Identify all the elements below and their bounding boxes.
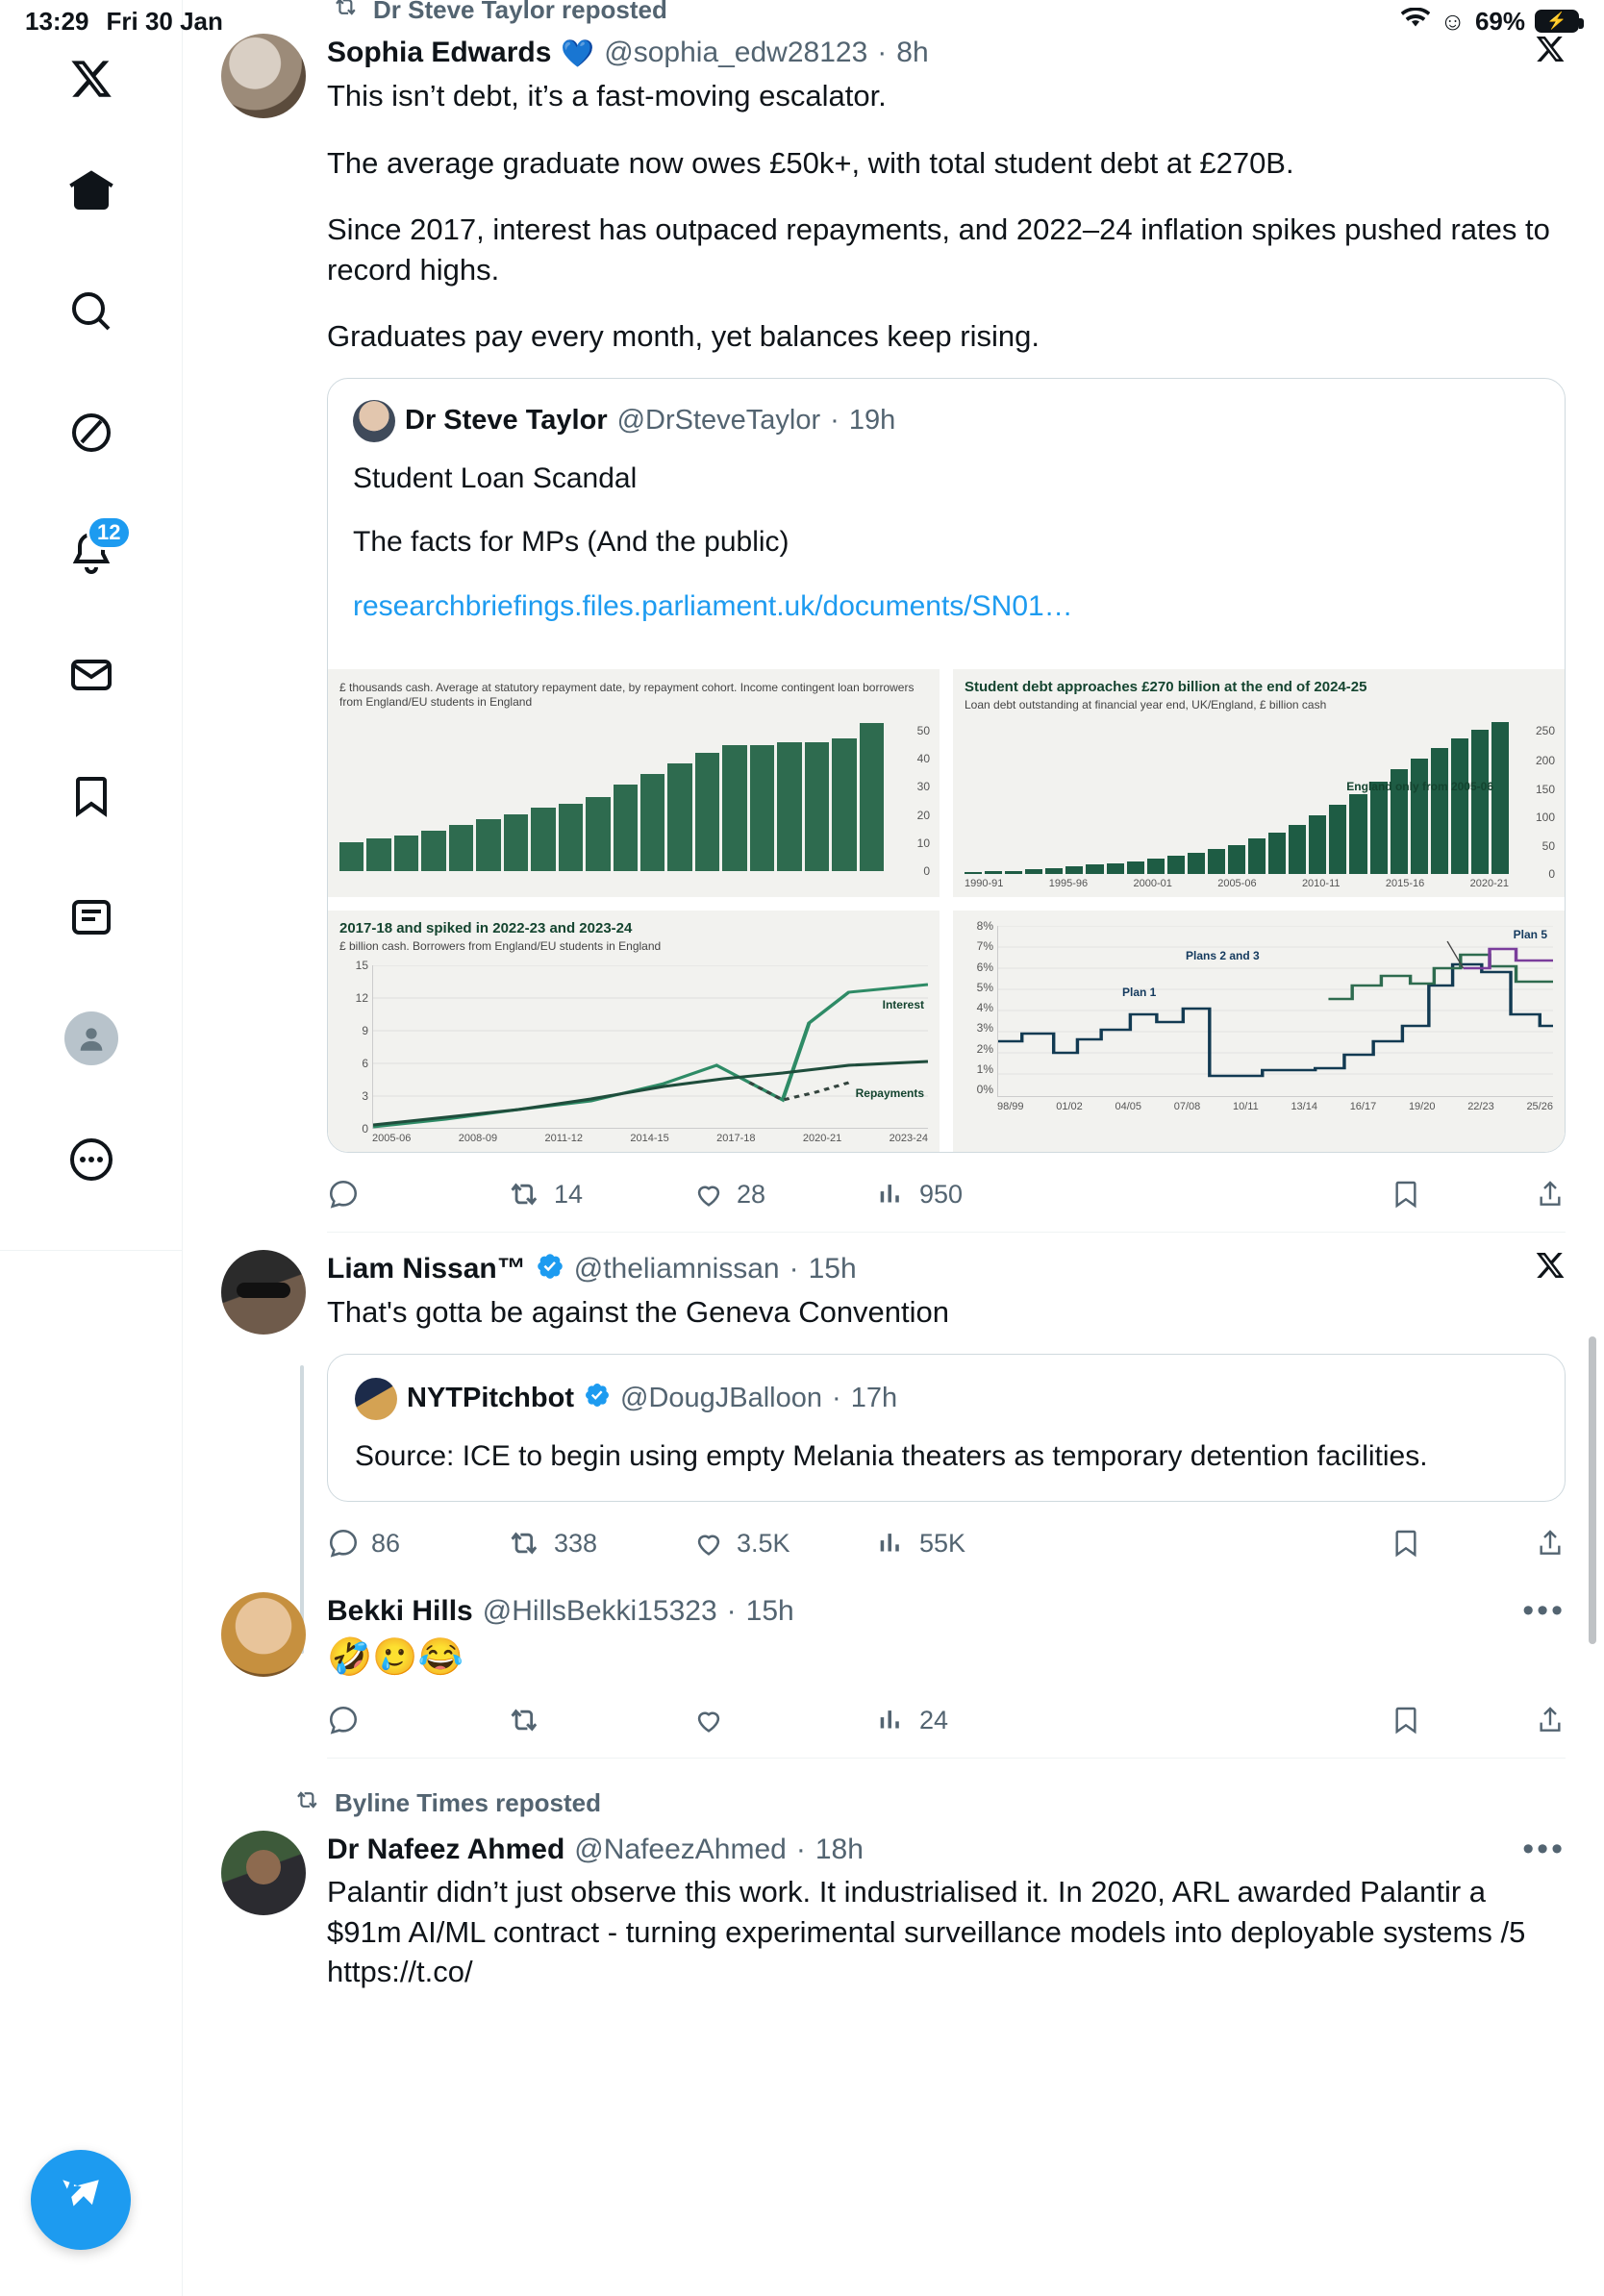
repost-button[interactable]	[510, 1527, 692, 1560]
bookmark-button[interactable]	[1391, 1528, 1535, 1559]
repost-label: Dr Steve Taylor reposted	[373, 0, 667, 24]
views-button[interactable]	[875, 1527, 1058, 1560]
handle[interactable]: @sophia_edw28123	[604, 37, 868, 68]
sidebar-item-search[interactable]	[47, 267, 136, 356]
bookmark-button[interactable]	[1391, 1179, 1535, 1210]
quoted-paragraph: Source: ICE to begin using empty Melania theaters as temporary detention facilities.	[355, 1439, 1428, 1472]
avatar	[64, 1011, 118, 1065]
post-paragraph: Graduates pay every month, yet balances keep rising.	[327, 319, 1040, 354]
chart-subtitle: £ billion cash. Borrowers from England/EU students in England	[339, 939, 662, 954]
quoted-post-header	[353, 400, 1540, 442]
reply-button[interactable]	[327, 1704, 510, 1736]
timeline[interactable]	[183, 0, 1604, 2296]
list-icon	[68, 894, 114, 940]
status-time: 13:29	[25, 6, 89, 36]
chart-total-debt	[953, 669, 1565, 897]
handle: @DrSteveTaylor	[616, 405, 821, 437]
x-badge-icon	[1535, 1250, 1566, 1288]
chart-x-axis: 2005-06 2008-09 2011-12 2014-15 2017-18 2020-21 2023-24	[372, 1133, 928, 1145]
home-icon	[68, 167, 114, 213]
sidebar-item-bookmarks[interactable]	[47, 752, 136, 840]
face-icon: ☺	[1440, 6, 1466, 36]
handle[interactable]: @theliamnissan	[573, 1253, 780, 1285]
chart-annotation-plan-5: Plan 5	[1513, 928, 1547, 942]
quoted-post-body	[353, 460, 1540, 627]
share-button[interactable]	[1535, 1705, 1566, 1735]
separator: ·	[832, 1383, 841, 1414]
chart-subtitle: Loan debt outstanding at financial year end, UK/England, £ billion cash	[965, 698, 1327, 712]
sidebar-item-grok[interactable]	[47, 388, 136, 477]
envelope-icon	[68, 652, 114, 698]
battery-percent: 69%	[1474, 6, 1525, 36]
views-count: 55K	[919, 1528, 966, 1558]
quoted-post[interactable]	[327, 1354, 1566, 1503]
post-header	[327, 1831, 1566, 1868]
display-name: NYTPitchbot	[407, 1383, 574, 1414]
reply-button[interactable]	[327, 1178, 510, 1210]
views-button[interactable]	[875, 1704, 1058, 1736]
chart-annotation-plans-2-3: Plans 2 and 3	[1186, 949, 1260, 963]
timestamp[interactable]: 18h	[815, 1833, 864, 1865]
display-name: Dr Steve Taylor	[405, 405, 608, 437]
post-paragraph: Since 2017, interest has outpaced repayments, and 2022–24 inflation spikes pushed rates to record highs.	[327, 212, 1550, 287]
views-count: 24	[919, 1705, 949, 1734]
chart-annotation: England only from 2005-06	[1346, 780, 1493, 794]
avatar[interactable]	[221, 1831, 306, 1915]
reply-button[interactable]	[327, 1527, 510, 1560]
avatar[interactable]	[221, 1592, 306, 1677]
avatar	[353, 400, 395, 442]
repost-label: Byline Times reposted	[335, 1788, 601, 1818]
post-body	[327, 1292, 1566, 1333]
sidebar-item-notifications[interactable]	[47, 510, 136, 598]
sidebar-item-home[interactable]	[47, 146, 136, 235]
views-count: 950	[919, 1179, 964, 1209]
post[interactable]	[183, 1787, 1604, 1992]
chart-y-axis: 50 40 30 20 10 0	[916, 724, 930, 879]
avatar	[355, 1378, 397, 1420]
handle: @DougJBalloon	[620, 1383, 823, 1414]
post-paragraph: Palantir didn’t just observe this work. It industrialised it. In 2020, ARL awarded Palantir a $91m AI/ML contract - turning experimental surveillance models into deployable systems /5 https://t.co/	[327, 1875, 1526, 1989]
timestamp: 17h	[850, 1383, 898, 1414]
post-actions	[327, 1704, 1566, 1736]
post-header	[327, 1592, 1566, 1630]
quoted-post-body	[355, 1437, 1538, 1477]
more-circle-icon	[68, 1136, 114, 1183]
post[interactable]	[183, 1592, 1604, 1759]
chart-average-debt	[328, 669, 940, 897]
compose-icon	[57, 2174, 105, 2227]
sidebar-item-more[interactable]	[47, 1115, 136, 1204]
quoted-post[interactable]	[327, 378, 1566, 1153]
chart-title: 2017-18 and spiked in 2022-23 and 2023-24	[339, 920, 633, 937]
post-actions	[327, 1527, 1566, 1560]
compose-post-button[interactable]	[31, 2150, 131, 2250]
sidebar-item-x-logo[interactable]	[47, 35, 136, 123]
chart-interest-vs-repayments	[328, 911, 940, 1152]
repost-count: 338	[554, 1528, 598, 1558]
repost-count: 14	[554, 1179, 584, 1209]
display-name[interactable]: Liam Nissan™	[327, 1253, 526, 1285]
sidebar-item-messages[interactable]	[47, 631, 136, 719]
notifications-badge: 12	[87, 515, 131, 550]
timestamp: 19h	[848, 405, 896, 437]
repost-button[interactable]	[510, 1178, 692, 1210]
quoted-paragraph: The facts for MPs (And the public)	[353, 526, 789, 559]
post[interactable]	[183, 0, 1604, 1233]
battery-charging-icon: ⚡	[1535, 10, 1579, 33]
quoted-link[interactable]: researchbriefings.files.parliament.uk/documents/SN01…	[353, 590, 1073, 623]
share-button[interactable]	[1535, 1179, 1566, 1210]
chart-series-label-interest: Interest	[882, 998, 924, 1012]
chart-bars	[339, 717, 884, 871]
timestamp[interactable]: 15h	[745, 1594, 794, 1627]
chart-bars	[965, 720, 1509, 874]
separator: ·	[830, 405, 840, 437]
separator: ·	[726, 1594, 737, 1627]
verified-badge-icon	[584, 1382, 611, 1415]
views-button[interactable]	[875, 1178, 1058, 1210]
timestamp[interactable]: 15h	[808, 1253, 857, 1285]
sidebar-item-lists[interactable]	[47, 873, 136, 961]
post-more-button[interactable]: •••	[1522, 1831, 1566, 1868]
quoted-media-charts[interactable]	[328, 669, 1565, 1152]
separator: ·	[795, 1833, 806, 1865]
share-button[interactable]	[1535, 1528, 1566, 1559]
display-name[interactable]: Dr Nafeez Ahmed	[327, 1833, 565, 1865]
chart-y-axis: 8% 7% 6% 5% 4% 3% 2% 1% 0%	[976, 919, 993, 1097]
bookmark-icon	[68, 773, 114, 819]
wifi-icon	[1401, 8, 1430, 36]
repost-button[interactable]	[510, 1704, 692, 1736]
separator: ·	[789, 1253, 799, 1285]
avatar[interactable]	[221, 34, 306, 118]
display-name[interactable]: Bekki Hills	[327, 1594, 473, 1627]
handle[interactable]: @NafeezAhmed	[574, 1833, 787, 1865]
chart-y-axis: 250 200 150 100 50 0	[1535, 724, 1555, 882]
chart-interest-rates	[953, 911, 1565, 1152]
handle[interactable]: @HillsBekki15323	[482, 1594, 717, 1627]
scrollbar[interactable]	[1589, 1336, 1596, 1644]
chart-x-axis: 1990-91 1995-96 2000-01 2005-06 2010-11 2015-16 2020-21	[965, 878, 1509, 890]
like-button[interactable]	[692, 1704, 875, 1736]
chart-title: Student debt approaches £270 billion at the end of 2024-25	[965, 679, 1367, 696]
chart-lines	[372, 965, 928, 1129]
chart-subtitle: £ thousands cash. Average at statutory repayment date, by repayment cohort. Income contingent loan borrowers from England/EU students in England	[339, 681, 915, 710]
sidebar	[0, 0, 183, 2296]
status-bar	[0, 0, 1604, 42]
like-count: 28	[737, 1179, 766, 1209]
display-name[interactable]: Sophia Edwards	[327, 37, 552, 68]
avatar[interactable]	[221, 1250, 306, 1335]
grok-icon	[68, 410, 114, 456]
post-more-button[interactable]: •••	[1522, 1592, 1566, 1630]
chart-x-axis: 98/99 01/02 04/05 07/08 10/11 13/14 16/17 19/20 22/23 25/26	[997, 1101, 1553, 1113]
post-body	[327, 1872, 1566, 1992]
chart-lines	[997, 926, 1553, 1097]
post-header	[327, 1250, 1566, 1288]
post-paragraph: That's gotta be against the Geneva Convention	[327, 1295, 950, 1330]
post[interactable]	[183, 1250, 1604, 1560]
chart-annotation-plan-1: Plan 1	[1122, 986, 1157, 1000]
status-date: Fri 30 Jan	[106, 6, 223, 36]
separator: ·	[877, 37, 888, 68]
name-emoji: 💙	[561, 37, 595, 68]
timestamp[interactable]: 8h	[896, 37, 929, 68]
like-count: 3.5K	[737, 1528, 790, 1558]
repost-icon	[296, 1787, 321, 1819]
post-paragraph: The average graduate now owes £50k+, with total student debt at £270B.	[327, 145, 1294, 180]
chart-series-label-repayments: Repayments	[855, 1086, 924, 1101]
post-body	[327, 76, 1566, 357]
post-paragraph: 🤣🥲😂	[327, 1637, 464, 1679]
repost-context	[221, 1787, 1566, 1819]
post-paragraph: This isn’t debt, it’s a fast-moving escalator.	[327, 79, 887, 112]
verified-badge-icon	[536, 1252, 564, 1287]
sidebar-item-profile[interactable]	[47, 994, 136, 1083]
chart-y-axis: 15 12 9 6 3 0	[355, 959, 368, 1136]
reply-count: 86	[371, 1528, 401, 1558]
bookmark-button[interactable]	[1391, 1705, 1535, 1735]
like-button[interactable]	[692, 1178, 875, 1210]
like-button[interactable]	[692, 1527, 875, 1560]
search-icon	[68, 288, 114, 335]
post-actions	[327, 1178, 1566, 1210]
post-body	[327, 1634, 1566, 1683]
x-logo-icon	[69, 57, 113, 101]
quoted-post-header	[355, 1378, 1538, 1420]
quoted-paragraph: Student Loan Scandal	[353, 462, 638, 494]
